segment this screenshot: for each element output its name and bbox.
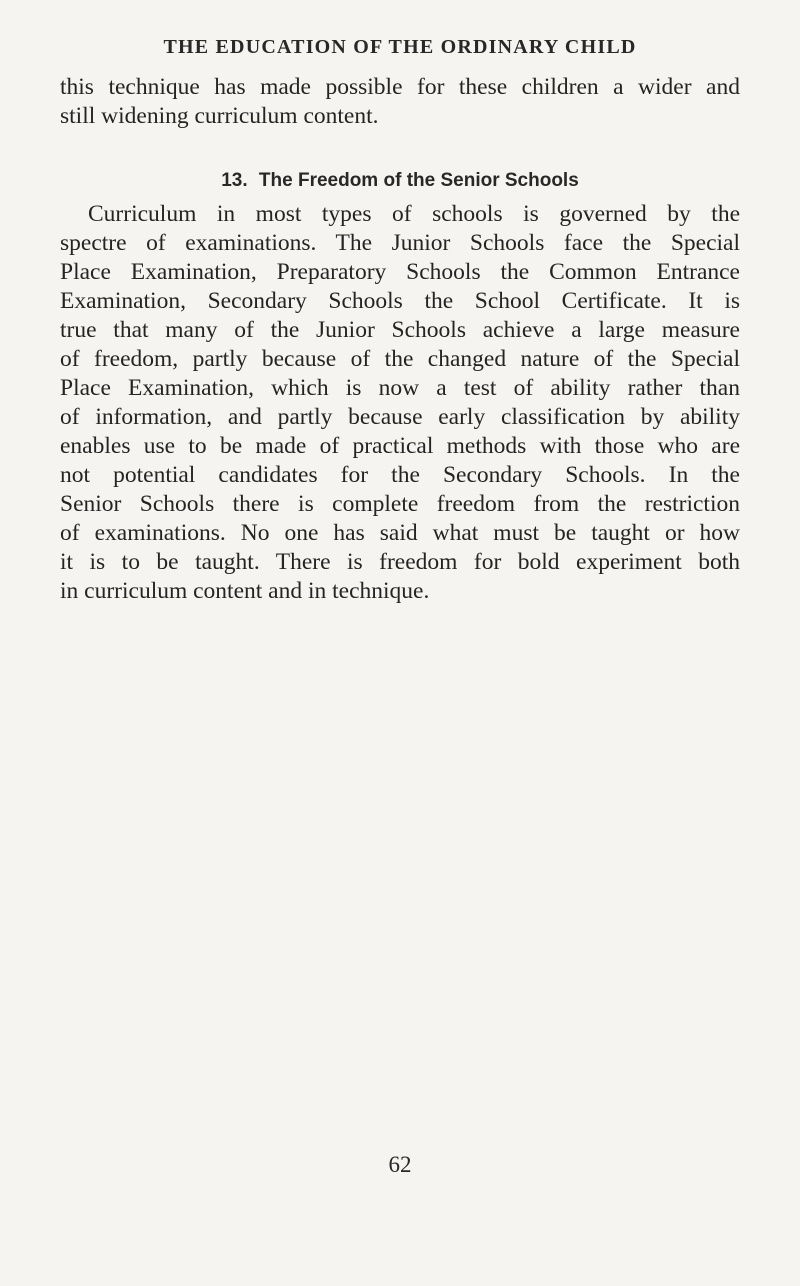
text-line: of information, and partly because early classification by ability [60, 404, 740, 430]
text-line: Examination, Secondary Schools the School Certificate. It is [60, 288, 740, 314]
text-line: of examinations. No one has said what must be taught or how [60, 520, 740, 546]
text-line: Senior Schools there is complete freedom from the restriction [60, 491, 740, 517]
text-line: spectre of examinations. The Junior Schools face the Special [60, 230, 740, 256]
running-head: THE EDUCATION OF THE ORDINARY CHILD [163, 36, 637, 58]
text-line: it is to be taught. There is freedom for bold experiment both [60, 549, 740, 575]
text-line: this technique has made possible for these children a wider and [60, 74, 740, 100]
section-title: The Freedom of the Senior Schools [258, 170, 579, 191]
paragraph-continuation [60, 73, 740, 131]
text-line: Curriculum in most types of schools is governed by the [88, 201, 740, 227]
text-line: Place Examination, which is now a test of ability rather than [60, 375, 740, 401]
text-line: Place Examination, Preparatory Schools the Common Entrance [60, 259, 740, 285]
text-line: true that many of the Junior Schools achieve a large measure [60, 317, 740, 343]
section-number: 13. [221, 170, 248, 191]
section-heading [0, 170, 800, 192]
text-line: enables use to be made of practical methods with those who are [60, 433, 740, 459]
text-line: not potential candidates for the Secondary Schools. In the [60, 462, 740, 488]
section-paragraph [60, 200, 740, 606]
text-line: in curriculum content and in technique. [60, 578, 430, 604]
page-number: 62 [388, 1152, 412, 1177]
text-line: still widening curriculum content. [60, 103, 379, 129]
text-line: of freedom, partly because of the changed nature of the Special [60, 346, 740, 372]
